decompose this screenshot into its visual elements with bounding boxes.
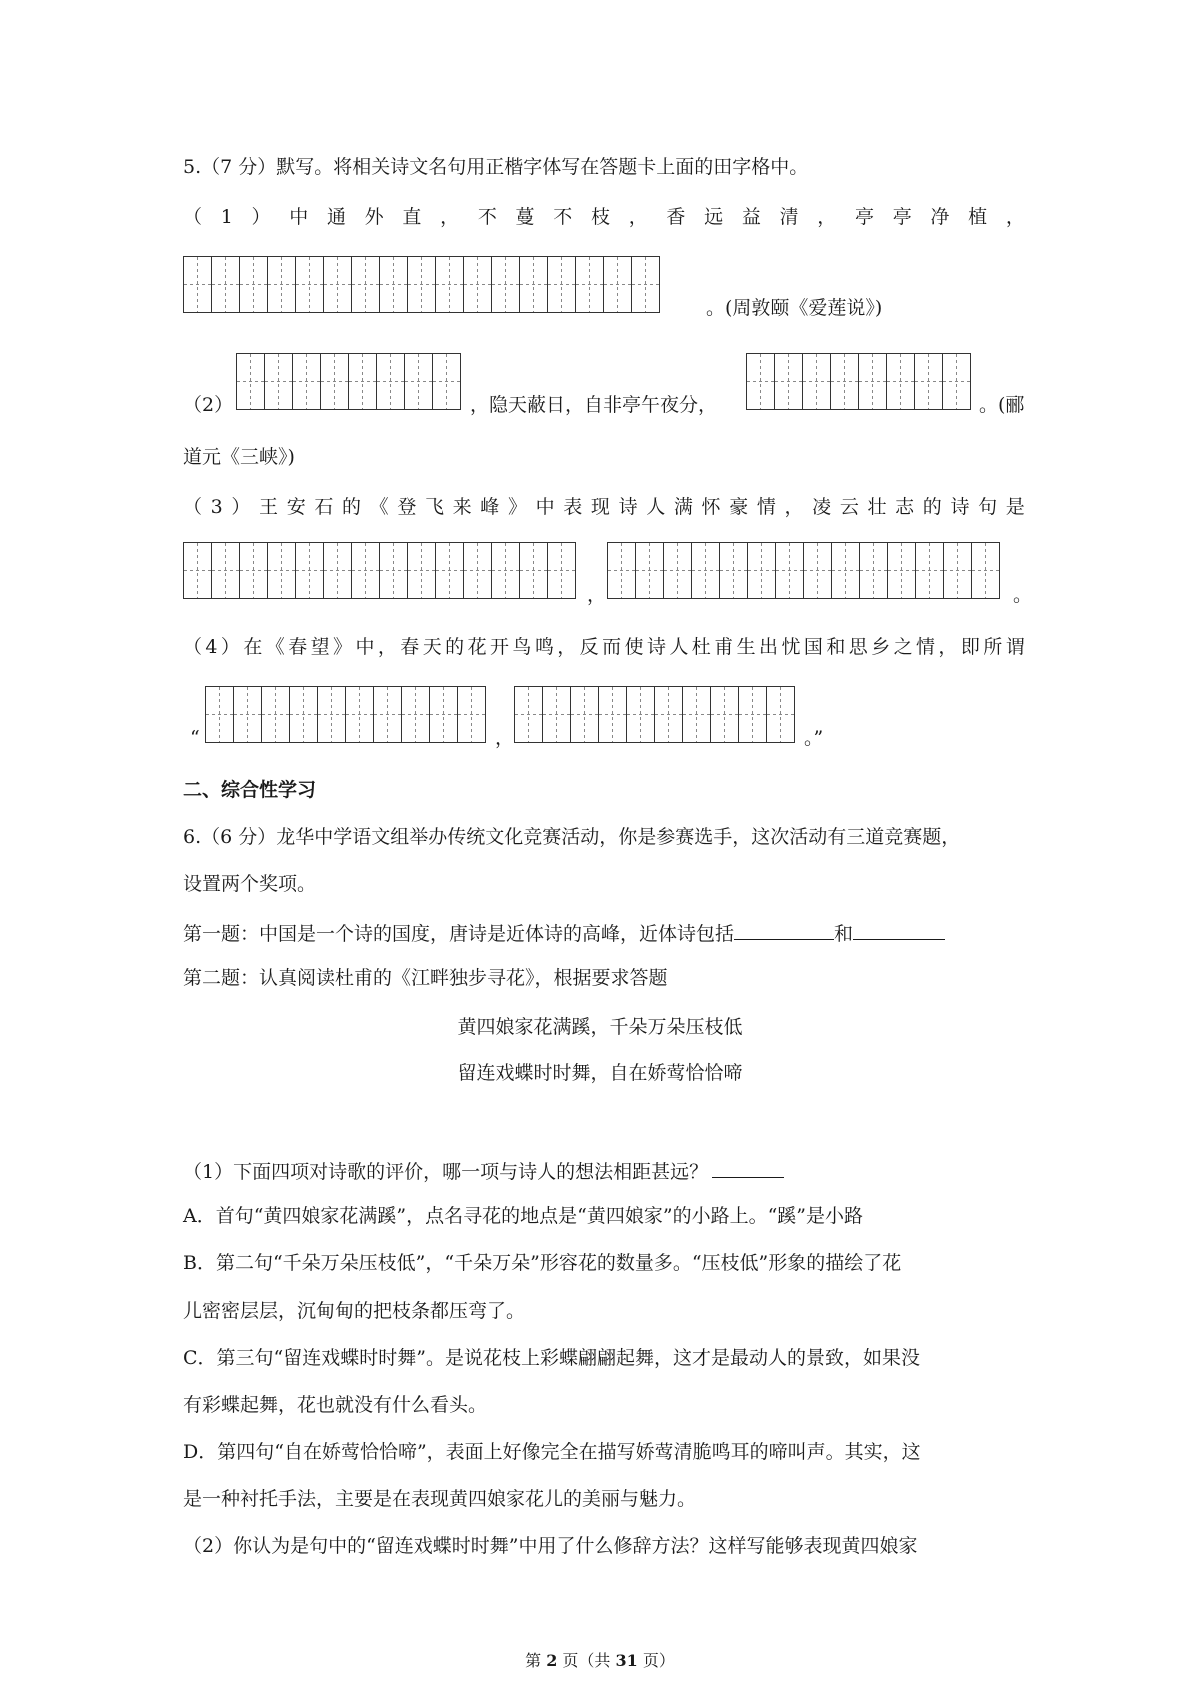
- p4line-char: 在: [243, 636, 263, 658]
- p3line-char: ，: [784, 496, 804, 518]
- grid-cell[interactable]: [599, 687, 627, 742]
- grid-cell[interactable]: [604, 257, 632, 312]
- p4line-char: 花: [467, 636, 487, 658]
- grid-cell[interactable]: [972, 543, 1000, 598]
- q6-intro-2: 设置两个奖项。: [183, 873, 317, 895]
- p3line-char: 登: [397, 496, 417, 518]
- grid-cell[interactable]: [349, 354, 377, 409]
- p3line-char: 石: [314, 496, 334, 518]
- p4line-char: 反: [579, 636, 599, 658]
- grid-cell[interactable]: [408, 257, 436, 312]
- answer-blank-1[interactable]: [734, 917, 834, 940]
- p3line-char: 的: [922, 496, 942, 518]
- p4line-char: （: [183, 636, 203, 658]
- grid-cell[interactable]: [804, 543, 832, 598]
- grid-cell[interactable]: [916, 543, 944, 598]
- grid-cell[interactable]: [234, 687, 262, 742]
- grid-cell[interactable]: [515, 687, 543, 742]
- grid-cell[interactable]: [352, 257, 380, 312]
- grid-cell[interactable]: [321, 354, 349, 409]
- grid-cell[interactable]: [520, 543, 548, 598]
- grid-cell[interactable]: [464, 543, 492, 598]
- grid-cell[interactable]: [405, 354, 433, 409]
- grid-cell[interactable]: [803, 354, 831, 409]
- grid-cell[interactable]: [408, 543, 436, 598]
- grid-cell[interactable]: [548, 257, 576, 312]
- answer-grid-1[interactable]: [183, 256, 660, 313]
- p3line-char: 峰: [480, 496, 500, 518]
- grid-cell[interactable]: [831, 354, 859, 409]
- q5-p1-char: ）: [251, 206, 271, 228]
- q5-p1-char: 枝: [590, 206, 610, 228]
- answer-grid-2[interactable]: [236, 353, 461, 410]
- p3line-char: 》: [507, 496, 527, 518]
- p3line-char: 满: [673, 496, 693, 518]
- q5-p3-line: [183, 493, 1025, 521]
- sub1-text: （1）下面四项对诗歌的评价，哪一项与诗人的想法相距甚远？: [183, 1161, 709, 1183]
- q5-p1-char: 植: [968, 206, 988, 228]
- p4line-char: ，: [938, 636, 958, 658]
- p4line-char: 使: [624, 636, 644, 658]
- p4line-char: 天: [422, 636, 442, 658]
- option-c-line-1: C．第三句“留连戏蝶时时舞”。是说花枝上彩蝶翩翩起舞，这才是最动人的景致，如果没: [183, 1347, 920, 1369]
- grid-cell[interactable]: [212, 543, 240, 598]
- option-d-line-2: 是一种衬托手法，主要是在表现黄四娘家花儿的美丽与魅力。: [183, 1488, 697, 1510]
- p3line-char: ）: [231, 496, 251, 518]
- q5-p4-end: 。”: [804, 727, 824, 749]
- p4line-char: ，: [377, 636, 397, 658]
- p4line-char: 之: [893, 636, 913, 658]
- grid-cell[interactable]: [436, 257, 464, 312]
- q5-p1-char: 中: [289, 206, 309, 228]
- grid-cell[interactable]: [576, 257, 604, 312]
- grid-cell[interactable]: [374, 687, 402, 742]
- p4line-char: 而: [602, 636, 622, 658]
- answer-grid-6[interactable]: [205, 686, 486, 743]
- p4line-char: 4: [205, 636, 218, 658]
- grid-cell[interactable]: [944, 543, 972, 598]
- grid-cell[interactable]: [346, 687, 374, 742]
- grid-cell[interactable]: [402, 687, 430, 742]
- grid-cell[interactable]: [206, 687, 234, 742]
- p3line-char: 人: [646, 496, 666, 518]
- grid-cell[interactable]: [324, 257, 352, 312]
- q5-p1-source: 。(周敦颐《爱莲说》): [706, 297, 883, 319]
- grid-cell[interactable]: [683, 687, 711, 742]
- p4line-char: 忧: [781, 636, 801, 658]
- grid-cell[interactable]: [184, 543, 212, 598]
- grid-cell[interactable]: [324, 543, 352, 598]
- p3line-char: 《: [369, 496, 389, 518]
- page-footer: [0, 1648, 1200, 1671]
- p4line-char: 出: [759, 636, 779, 658]
- q5-p1-char: ，: [1005, 206, 1025, 228]
- grid-cell[interactable]: [237, 354, 265, 409]
- p4line-char: 《: [265, 636, 285, 658]
- footer-pre: 第: [525, 1651, 547, 1670]
- grid-cell[interactable]: [571, 687, 599, 742]
- grid-cell[interactable]: [636, 543, 664, 598]
- grid-cell[interactable]: [430, 687, 458, 742]
- q5-p1-char: 香: [666, 206, 686, 228]
- grid-cell[interactable]: [458, 687, 486, 742]
- p3line-char: （: [183, 496, 203, 518]
- task1-label: 第一题：中国是一个诗的国度，唐诗是近体诗的高峰，近体诗包括: [183, 923, 735, 945]
- grid-cell[interactable]: [767, 687, 795, 742]
- grid-cell[interactable]: [265, 354, 293, 409]
- p4line-char: 所: [983, 636, 1003, 658]
- p4line-char: 即: [960, 636, 980, 658]
- footer-post: 页）: [637, 1651, 675, 1670]
- q5-title: 5.（7 分）默写。将相关诗文名句用正楷字体写在答题卡上面的田字格中。: [183, 156, 809, 178]
- p4line-char: 生: [736, 636, 756, 658]
- q6-task1: [183, 917, 945, 948]
- grid-cell[interactable]: [268, 257, 296, 312]
- p3line-char: 中: [535, 496, 555, 518]
- p4line-char: 的: [445, 636, 465, 658]
- grid-cell[interactable]: [520, 257, 548, 312]
- poem-line-1: 黄四娘家花满蹊，千朵万朵压枝低: [457, 1016, 743, 1038]
- grid-cell[interactable]: [548, 543, 576, 598]
- grid-cell[interactable]: [860, 543, 888, 598]
- grid-cell[interactable]: [436, 543, 464, 598]
- q5-p1-char: 不: [553, 206, 573, 228]
- q5-p2-cont: 道元《三峡》): [183, 446, 295, 468]
- grid-cell[interactable]: [739, 687, 767, 742]
- grid-cell[interactable]: [212, 257, 240, 312]
- answer-grid-3[interactable]: [746, 353, 971, 410]
- q5-p1-char: 亭: [855, 206, 875, 228]
- q5-p4-line: [183, 633, 1025, 661]
- q6-sub1: [183, 1155, 784, 1186]
- option-c-line-2: 有彩蝶起舞，花也就没有什么看头。: [183, 1394, 488, 1416]
- q5-p2-prefix: （2）: [183, 394, 234, 416]
- p3line-char: 情: [756, 496, 776, 518]
- q5-p1-char: 净: [930, 206, 950, 228]
- p4line-char: ）: [220, 636, 240, 658]
- p4line-char: 鸣: [534, 636, 554, 658]
- grid-cell[interactable]: [655, 687, 683, 742]
- p3line-char: 怀: [701, 496, 721, 518]
- q5-p1-char: 外: [364, 206, 384, 228]
- p4line-char: 中: [355, 636, 375, 658]
- q5-p1-char: ，: [440, 206, 460, 228]
- q5-p1-char: 益: [741, 206, 761, 228]
- q5-p1-char: 远: [704, 206, 724, 228]
- q5-p1-char: 蔓: [515, 206, 535, 228]
- grid-cell[interactable]: [380, 543, 408, 598]
- page-number: 2: [546, 1651, 558, 1670]
- q6-sub2: （2）你认为是句中的“留连戏蝶时时舞”中用了什么修辞方法？这样写能够表现黄四娘家: [183, 1535, 918, 1557]
- p3line-char: 豪: [729, 496, 749, 518]
- grid-cell[interactable]: [720, 543, 748, 598]
- p3line-char: 表: [563, 496, 583, 518]
- grid-cell[interactable]: [711, 687, 739, 742]
- p3line-char: 诗: [618, 496, 638, 518]
- grid-cell[interactable]: [377, 354, 405, 409]
- p4line-char: 望: [310, 636, 330, 658]
- p3line-char: 王: [259, 496, 279, 518]
- q5-p4-comma: ，: [495, 727, 515, 749]
- q5-p1-char: 不: [477, 206, 497, 228]
- grid-cell[interactable]: [915, 354, 943, 409]
- p3line-char: 壮: [867, 496, 887, 518]
- grid-cell[interactable]: [433, 354, 461, 409]
- q5-p2-middle: ，隐天蔽日，自非亭午夜分，: [470, 394, 718, 416]
- p4line-char: 人: [669, 636, 689, 658]
- p3line-char: 是: [1005, 496, 1025, 518]
- p4line-char: 杜: [691, 636, 711, 658]
- p4line-char: 和: [826, 636, 846, 658]
- grid-cell[interactable]: [859, 354, 887, 409]
- grid-cell[interactable]: [262, 687, 290, 742]
- p3line-char: 来: [452, 496, 472, 518]
- p3line-char: 云: [839, 496, 859, 518]
- grid-cell[interactable]: [608, 543, 636, 598]
- grid-cell[interactable]: [887, 354, 915, 409]
- grid-cell[interactable]: [296, 543, 324, 598]
- grid-cell[interactable]: [380, 257, 408, 312]
- p4line-char: 甫: [714, 636, 734, 658]
- grid-cell[interactable]: [747, 354, 775, 409]
- q5-p1-char: 1: [220, 206, 233, 228]
- answer-blank-2[interactable]: [853, 917, 945, 940]
- q6-task2: 第二题：认真阅读杜甫的《江畔独步寻花》，根据要求答题: [183, 967, 668, 989]
- grid-cell[interactable]: [943, 354, 971, 409]
- grid-cell[interactable]: [184, 257, 212, 312]
- grid-cell[interactable]: [240, 257, 268, 312]
- p4line-char: 鸟: [512, 636, 532, 658]
- q5-p1-char: 清: [779, 206, 799, 228]
- grid-cell[interactable]: [775, 354, 803, 409]
- section-heading: 二、综合性学习: [183, 779, 317, 801]
- q5-p4-open: “: [190, 727, 200, 749]
- p4line-char: 国: [803, 636, 823, 658]
- task1-and: 和: [834, 923, 854, 945]
- grid-cell[interactable]: [318, 687, 346, 742]
- answer-grid-7[interactable]: [514, 686, 795, 743]
- p4line-char: 思: [848, 636, 868, 658]
- option-b-line-1: B．第二句“千朵万朵压枝低”，“千朵万朵”形容花的数量多。“压枝低”形象的描绘了花: [183, 1252, 902, 1274]
- q5-p3-comma: ，: [587, 584, 607, 606]
- option-d-line-1: D．第四句“自在娇莺恰恰啼”，表面上好像完全在描写娇莺清脆鸣耳的啼叫声。其实，这: [183, 1441, 921, 1463]
- q6-intro-1: 6.（6 分）龙华中学语文组举办传统文化竞赛活动，你是参赛选手，这次活动有三道竞赛题，: [183, 826, 961, 848]
- q5-p3-end: 。: [1013, 584, 1033, 606]
- answer-grid-5[interactable]: [607, 542, 1000, 599]
- grid-cell[interactable]: [492, 257, 520, 312]
- grid-cell[interactable]: [888, 543, 916, 598]
- grid-cell[interactable]: [464, 257, 492, 312]
- p3line-char: 志: [895, 496, 915, 518]
- grid-cell[interactable]: [664, 543, 692, 598]
- p4line-char: 诗: [646, 636, 666, 658]
- page-total: 31: [615, 1651, 638, 1670]
- q5-p1-char: 直: [402, 206, 422, 228]
- grid-cell[interactable]: [632, 257, 660, 312]
- grid-cell[interactable]: [268, 543, 296, 598]
- p3line-char: 凌: [812, 496, 832, 518]
- p3line-char: 的: [342, 496, 362, 518]
- answer-blank-3[interactable]: [712, 1155, 784, 1178]
- q5-p1-line: [183, 203, 1025, 231]
- p3line-char: 飞: [424, 496, 444, 518]
- grid-cell[interactable]: [776, 543, 804, 598]
- p4line-char: 春: [288, 636, 308, 658]
- p3line-char: 句: [978, 496, 998, 518]
- grid-cell[interactable]: [296, 257, 324, 312]
- p4line-char: ，: [557, 636, 577, 658]
- poem-line-2: 留连戏蝶时时舞，自在娇莺恰恰啼: [457, 1062, 743, 1084]
- grid-cell[interactable]: [492, 543, 520, 598]
- option-a: A．首句“黄四娘家花满蹊”，点名寻花的地点是“黄四娘家”的小路上。“蹊”是小路: [183, 1205, 864, 1227]
- p4line-char: 乡: [871, 636, 891, 658]
- option-b-line-2: 儿密密层层，沉甸甸的把枝条都压弯了。: [183, 1300, 526, 1322]
- footer-mid: 页（共: [557, 1651, 616, 1670]
- q5-p2-suffix: 。(郦: [979, 394, 1025, 416]
- grid-cell[interactable]: [627, 687, 655, 742]
- grid-cell[interactable]: [290, 687, 318, 742]
- p4line-char: 》: [333, 636, 353, 658]
- p3line-char: 安: [286, 496, 306, 518]
- grid-cell[interactable]: [293, 354, 321, 409]
- grid-cell[interactable]: [748, 543, 776, 598]
- p3line-char: 现: [590, 496, 610, 518]
- p3line-char: 诗: [950, 496, 970, 518]
- grid-cell[interactable]: [240, 543, 268, 598]
- q5-p1-char: ，: [628, 206, 648, 228]
- grid-cell[interactable]: [352, 543, 380, 598]
- p4line-char: 春: [400, 636, 420, 658]
- q5-p1-char: （: [183, 206, 203, 228]
- p3line-char: 3: [210, 496, 223, 518]
- answer-grid-4[interactable]: [183, 542, 576, 599]
- p4line-char: 开: [489, 636, 509, 658]
- grid-cell[interactable]: [692, 543, 720, 598]
- q5-p1-char: ，: [817, 206, 837, 228]
- p4line-char: 情: [916, 636, 936, 658]
- grid-cell[interactable]: [832, 543, 860, 598]
- q5-p1-char: 亭: [892, 206, 912, 228]
- q5-p1-char: 通: [326, 206, 346, 228]
- grid-cell[interactable]: [543, 687, 571, 742]
- p4line-char: 谓: [1005, 636, 1025, 658]
